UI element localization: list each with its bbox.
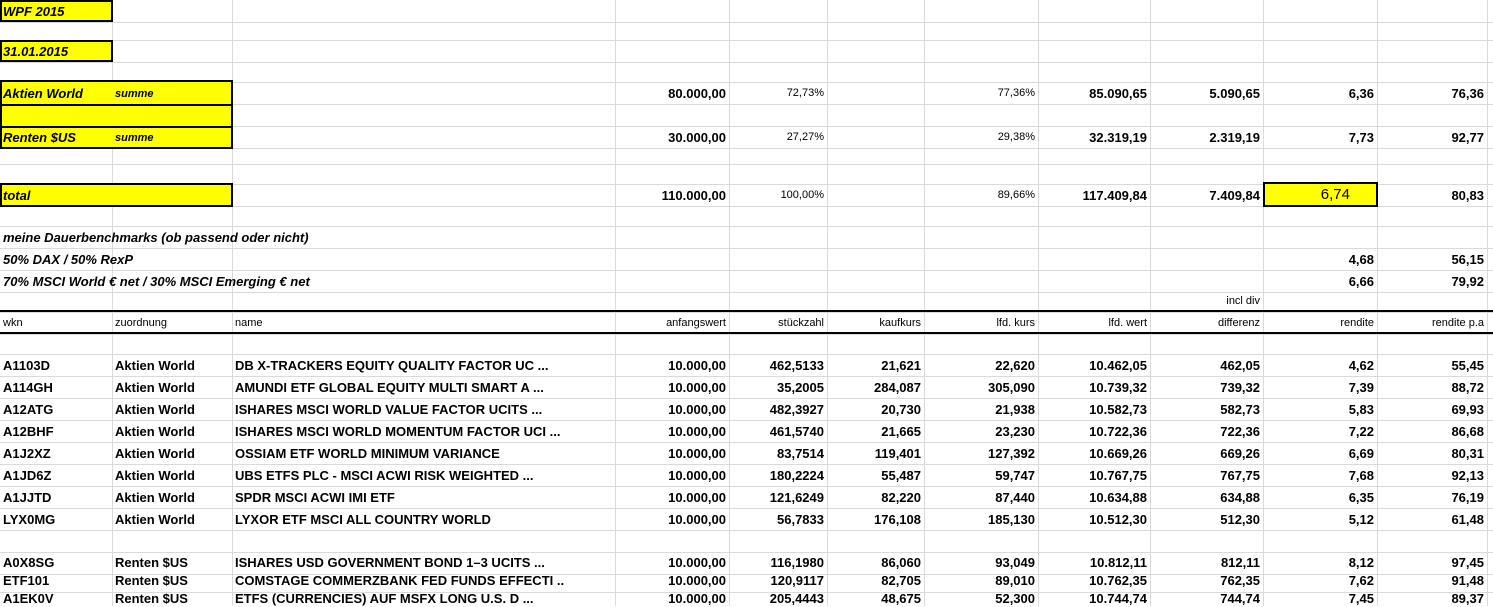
- holding-wkn[interactable]: A1JJTD: [3, 489, 52, 505]
- total-rendite-pa[interactable]: 80,83: [1451, 187, 1484, 203]
- holding-name[interactable]: SPDR MSCI ACWI IMI ETF: [235, 489, 395, 505]
- holding-rendite-pa[interactable]: 61,48: [1451, 511, 1484, 527]
- header-kaufkurs[interactable]: kaufkurs: [879, 316, 921, 329]
- holding-zuordnung[interactable]: Renten $US: [115, 554, 188, 570]
- holding-rendite[interactable]: 7,45: [1348, 590, 1374, 606]
- total-label[interactable]: total: [3, 187, 31, 203]
- holding-anfangswert[interactable]: 10.000,00: [668, 489, 726, 505]
- holding-stueckzahl[interactable]: 120,9117: [770, 572, 824, 588]
- holding-kaufkurs[interactable]: 119,401: [874, 445, 921, 461]
- gridline-horizontal: [0, 312, 1493, 313]
- holding-differenz[interactable]: 634,88: [1220, 489, 1260, 505]
- holding-lfd-wert[interactable]: 10.762,35: [1089, 572, 1147, 588]
- summary-rendite-pa[interactable]: 92,77: [1451, 130, 1484, 145]
- header-differenz[interactable]: differenz: [1218, 316, 1260, 329]
- gridline-vertical: [1487, 0, 1488, 606]
- holding-differenz[interactable]: 669,26: [1220, 445, 1260, 461]
- gridline-horizontal: [0, 334, 1493, 335]
- holding-rendite[interactable]: 5,12: [1348, 511, 1374, 527]
- summary-sub[interactable]: summe: [115, 88, 154, 100]
- holding-lfd-kurs[interactable]: 305,090: [988, 379, 1035, 395]
- holding-rendite[interactable]: 6,35: [1348, 489, 1374, 505]
- holding-lfd-kurs[interactable]: 127,392: [988, 445, 1035, 461]
- holding-lfd-wert[interactable]: 10.744,74: [1089, 590, 1147, 606]
- summary-pct1[interactable]: 72,73%: [786, 87, 824, 99]
- holding-differenz[interactable]: 812,11: [1220, 554, 1260, 570]
- header-lfd-kurs[interactable]: lfd. kurs: [996, 316, 1035, 329]
- holding-name[interactable]: COMSTAGE COMMERZBANK FED FUNDS EFFECTI ..: [235, 572, 565, 588]
- holding-stueckzahl[interactable]: 116,1980: [770, 554, 824, 570]
- benchmark-label[interactable]: 70% MSCI World € net / 30% MSCI Emerging € net: [3, 273, 310, 289]
- header-bottom-rule: [0, 332, 1493, 334]
- benchmark-rendite-pa[interactable]: 79,92: [1451, 273, 1484, 289]
- holding-rendite[interactable]: 7,39: [1348, 379, 1374, 395]
- holding-lfd-wert[interactable]: 10.767,75: [1089, 467, 1147, 483]
- holding-zuordnung[interactable]: Aktien World: [115, 445, 195, 461]
- holding-anfangswert[interactable]: 10.000,00: [668, 511, 726, 527]
- holding-wkn[interactable]: A114GH: [3, 379, 53, 395]
- holding-kaufkurs[interactable]: 82,705: [881, 572, 921, 588]
- holding-rendite-pa[interactable]: 88,72: [1451, 379, 1484, 395]
- holding-lfd-kurs[interactable]: 52,300: [995, 590, 1035, 606]
- holding-rendite[interactable]: 4,62: [1348, 357, 1374, 373]
- holding-kaufkurs[interactable]: 21,665: [881, 423, 921, 439]
- holding-wkn[interactable]: A1J2XZ: [3, 445, 51, 461]
- holding-anfangswert[interactable]: 10.000,00: [668, 590, 726, 606]
- holding-rendite-pa[interactable]: 86,68: [1451, 423, 1484, 439]
- holding-differenz[interactable]: 512,30: [1220, 511, 1260, 527]
- holding-wkn[interactable]: A1103D: [3, 357, 50, 373]
- holding-lfd-wert[interactable]: 10.582,73: [1089, 401, 1147, 417]
- holding-stueckzahl[interactable]: 56,7833: [777, 511, 824, 527]
- holding-name[interactable]: ISHARES MSCI WORLD VALUE FACTOR UCITS ...: [235, 401, 543, 417]
- holding-lfd-kurs[interactable]: 22,620: [995, 357, 1035, 373]
- header-rendite-pa[interactable]: rendite p.a: [1432, 316, 1484, 329]
- holding-lfd-kurs[interactable]: 59,747: [995, 467, 1035, 483]
- holding-wkn[interactable]: A12ATG: [3, 401, 54, 417]
- total-pct2[interactable]: 89,66%: [997, 188, 1035, 201]
- total-pct1[interactable]: 100,00%: [780, 188, 824, 201]
- summary-pct1[interactable]: 27,27%: [786, 131, 824, 143]
- holding-stueckzahl[interactable]: 482,3927: [769, 401, 824, 417]
- holding-rendite-pa[interactable]: 55,45: [1451, 357, 1484, 373]
- holding-lfd-kurs[interactable]: 23,230: [995, 423, 1035, 439]
- total-wert[interactable]: 117.409,84: [1082, 187, 1147, 203]
- holding-rendite[interactable]: 7,68: [1348, 467, 1374, 483]
- holding-wkn[interactable]: A1JD6Z: [3, 467, 52, 483]
- note-incl-div[interactable]: incl div: [1226, 294, 1260, 307]
- holding-kaufkurs[interactable]: 86,060: [881, 554, 921, 570]
- summary-differenz[interactable]: 2.319,19: [1209, 130, 1260, 145]
- holding-lfd-kurs[interactable]: 21,938: [995, 401, 1035, 417]
- holding-anfangswert[interactable]: 10.000,00: [668, 379, 726, 395]
- holding-rendite-pa[interactable]: 80,31: [1451, 445, 1484, 461]
- holding-wkn[interactable]: A12BHF: [3, 423, 54, 439]
- holding-stueckzahl[interactable]: 121,6249: [769, 489, 824, 505]
- holding-differenz[interactable]: 722,36: [1220, 423, 1260, 439]
- holding-rendite-pa[interactable]: 89,37: [1451, 590, 1484, 606]
- summary-wert[interactable]: 32.319,19: [1089, 130, 1147, 145]
- holding-differenz[interactable]: 739,32: [1220, 379, 1260, 395]
- holding-rendite-pa[interactable]: 76,19: [1451, 489, 1484, 505]
- holding-lfd-kurs[interactable]: 89,010: [995, 572, 1035, 588]
- benchmark-heading[interactable]: meine Dauerbenchmarks (ob passend oder nicht): [3, 229, 309, 245]
- holding-kaufkurs[interactable]: 48,675: [881, 590, 921, 606]
- holding-kaufkurs[interactable]: 55,487: [881, 467, 921, 483]
- holding-zuordnung[interactable]: Renten $US: [115, 572, 188, 588]
- holding-lfd-kurs[interactable]: 87,440: [995, 489, 1035, 505]
- summary-label[interactable]: Renten $US: [3, 130, 76, 145]
- holding-zuordnung[interactable]: Aktien World: [115, 379, 195, 395]
- holding-anfangswert[interactable]: 10.000,00: [668, 357, 726, 373]
- holding-differenz[interactable]: 582,73: [1220, 401, 1260, 417]
- gridline-horizontal: [0, 40, 1493, 41]
- holding-wkn[interactable]: LYX0MG: [3, 511, 56, 527]
- holding-lfd-wert[interactable]: 10.812,11: [1089, 554, 1147, 570]
- sheet-title[interactable]: WPF 2015: [3, 3, 65, 19]
- holding-differenz[interactable]: 744,74: [1220, 590, 1260, 606]
- gridline-horizontal: [0, 62, 1493, 63]
- summary-label[interactable]: Aktien World: [3, 86, 83, 101]
- holding-wkn[interactable]: ETF101: [3, 572, 50, 588]
- header-top-rule: [0, 310, 1493, 312]
- summary-pct2[interactable]: 77,36%: [997, 87, 1035, 99]
- holding-wkn[interactable]: A0X8SG: [3, 554, 55, 570]
- holding-rendite[interactable]: 8,12: [1348, 554, 1374, 570]
- summary-box-divider: [0, 126, 233, 128]
- holding-differenz[interactable]: 762,35: [1220, 572, 1260, 588]
- holding-name[interactable]: ETFS (CURRENCIES) AUF MSFX LONG U.S. D ...: [235, 590, 534, 606]
- holding-zuordnung[interactable]: Aktien World: [115, 401, 195, 417]
- holding-zuordnung[interactable]: Aktien World: [115, 423, 195, 439]
- holding-kaufkurs[interactable]: 176,108: [874, 511, 921, 527]
- holding-kaufkurs[interactable]: 21,621: [881, 357, 921, 373]
- holding-anfangswert[interactable]: 10.000,00: [668, 467, 726, 483]
- summary-box-divider: [0, 104, 233, 106]
- holding-anfangswert[interactable]: 10.000,00: [668, 423, 726, 439]
- holding-anfangswert[interactable]: 10.000,00: [668, 572, 726, 588]
- holding-anfangswert[interactable]: 10.000,00: [668, 401, 726, 417]
- total-rendite[interactable]: 6,74: [1320, 186, 1350, 203]
- holding-name[interactable]: ISHARES USD GOVERNMENT BOND 1–3 UCITS ...: [235, 554, 545, 570]
- summary-differenz[interactable]: 5.090,65: [1209, 86, 1260, 101]
- holding-anfangswert[interactable]: 10.000,00: [668, 554, 726, 570]
- benchmark-rendite[interactable]: 4,68: [1348, 251, 1374, 267]
- gridline-horizontal: [0, 164, 1493, 165]
- holding-stueckzahl[interactable]: 35,2005: [777, 379, 824, 395]
- header-anfangswert[interactable]: anfangswert: [666, 316, 726, 329]
- summary-anfangswert[interactable]: 30.000,00: [668, 130, 726, 145]
- holding-rendite-pa[interactable]: 92,13: [1451, 467, 1484, 483]
- header-rendite[interactable]: rendite: [1340, 316, 1374, 329]
- total-differenz[interactable]: 7.409,84: [1209, 187, 1260, 203]
- total-anfangswert[interactable]: 110.000,00: [661, 187, 726, 203]
- holding-lfd-wert[interactable]: 10.669,26: [1089, 445, 1147, 461]
- holding-stueckzahl[interactable]: 461,5740: [769, 423, 824, 439]
- benchmark-rendite-pa[interactable]: 56,15: [1451, 251, 1484, 267]
- summary-rendite-pa[interactable]: 76,36: [1451, 86, 1484, 101]
- summary-rendite[interactable]: 6,36: [1348, 86, 1374, 101]
- holding-name[interactable]: LYXOR ETF MSCI ALL COUNTRY WORLD: [235, 511, 491, 527]
- holding-stueckzahl[interactable]: 83,7514: [777, 445, 824, 461]
- holding-lfd-kurs[interactable]: 93,049: [995, 554, 1035, 570]
- holding-zuordnung[interactable]: Aktien World: [115, 467, 195, 483]
- holding-zuordnung[interactable]: Aktien World: [115, 489, 195, 505]
- holding-rendite[interactable]: 7,62: [1348, 572, 1374, 588]
- gridline-horizontal: [0, 292, 1493, 293]
- holding-rendite[interactable]: 6,69: [1348, 445, 1374, 461]
- holding-lfd-wert[interactable]: 10.512,30: [1089, 511, 1147, 527]
- header-wkn[interactable]: wkn: [3, 316, 23, 329]
- benchmark-rendite[interactable]: 6,66: [1348, 273, 1374, 289]
- holding-differenz[interactable]: 767,75: [1220, 467, 1260, 483]
- holding-lfd-wert[interactable]: 10.634,88: [1089, 489, 1147, 505]
- holding-kaufkurs[interactable]: 82,220: [881, 489, 921, 505]
- holding-zuordnung[interactable]: Renten $US: [115, 590, 188, 606]
- summary-wert[interactable]: 85.090,65: [1089, 86, 1147, 101]
- header-stueckzahl[interactable]: stückzahl: [778, 316, 824, 329]
- holding-lfd-kurs[interactable]: 185,130: [988, 511, 1035, 527]
- holding-name[interactable]: OSSIAM ETF WORLD MINIMUM VARIANCE: [235, 445, 500, 461]
- holding-rendite[interactable]: 5,83: [1348, 401, 1374, 417]
- holding-rendite[interactable]: 7,22: [1348, 423, 1374, 439]
- holding-differenz[interactable]: 462,05: [1220, 357, 1260, 373]
- holding-stueckzahl[interactable]: 180,2224: [769, 467, 824, 483]
- holding-kaufkurs[interactable]: 284,087: [874, 379, 921, 395]
- summary-sub[interactable]: summe: [115, 132, 154, 144]
- benchmark-label[interactable]: 50% DAX / 50% RexP: [3, 251, 134, 267]
- holding-rendite-pa[interactable]: 91,48: [1451, 572, 1484, 588]
- holding-name[interactable]: AMUNDI ETF GLOBAL EQUITY MULTI SMART A ...: [235, 379, 544, 395]
- holding-lfd-wert[interactable]: 10.722,36: [1089, 423, 1147, 439]
- holding-name[interactable]: ISHARES MSCI WORLD MOMENTUM FACTOR UCI ...: [235, 423, 561, 439]
- summary-anfangswert[interactable]: 80.000,00: [668, 86, 726, 101]
- holding-zuordnung[interactable]: Aktien World: [115, 357, 195, 373]
- holding-kaufkurs[interactable]: 20,730: [881, 401, 921, 417]
- holding-name[interactable]: DB X-TRACKERS EQUITY QUALITY FACTOR UC ...: [235, 357, 549, 373]
- summary-rendite[interactable]: 7,73: [1348, 130, 1374, 145]
- header-lfd-wert[interactable]: lfd. wert: [1108, 316, 1147, 329]
- holding-lfd-wert[interactable]: 10.739,32: [1089, 379, 1147, 395]
- holding-anfangswert[interactable]: 10.000,00: [668, 445, 726, 461]
- holding-zuordnung[interactable]: Aktien World: [115, 511, 195, 527]
- holding-stueckzahl[interactable]: 462,5133: [769, 357, 824, 373]
- holding-name[interactable]: UBS ETFS PLC - MSCI ACWI RISK WEIGHTED ...: [235, 467, 534, 483]
- holding-stueckzahl[interactable]: 205,4443: [769, 590, 824, 606]
- gridline-horizontal: [0, 22, 1493, 23]
- holding-rendite-pa[interactable]: 97,45: [1451, 554, 1484, 570]
- header-zuordnung[interactable]: zuordnung: [115, 316, 167, 329]
- sheet-date[interactable]: 31.01.2015: [3, 43, 69, 59]
- gridline-horizontal: [0, 530, 1493, 531]
- holding-wkn[interactable]: A1EK0V: [3, 590, 54, 606]
- header-name[interactable]: name: [235, 316, 263, 329]
- holding-lfd-wert[interactable]: 10.462,05: [1089, 357, 1147, 373]
- holding-rendite-pa[interactable]: 69,93: [1451, 401, 1484, 417]
- summary-pct2[interactable]: 29,38%: [997, 131, 1035, 143]
